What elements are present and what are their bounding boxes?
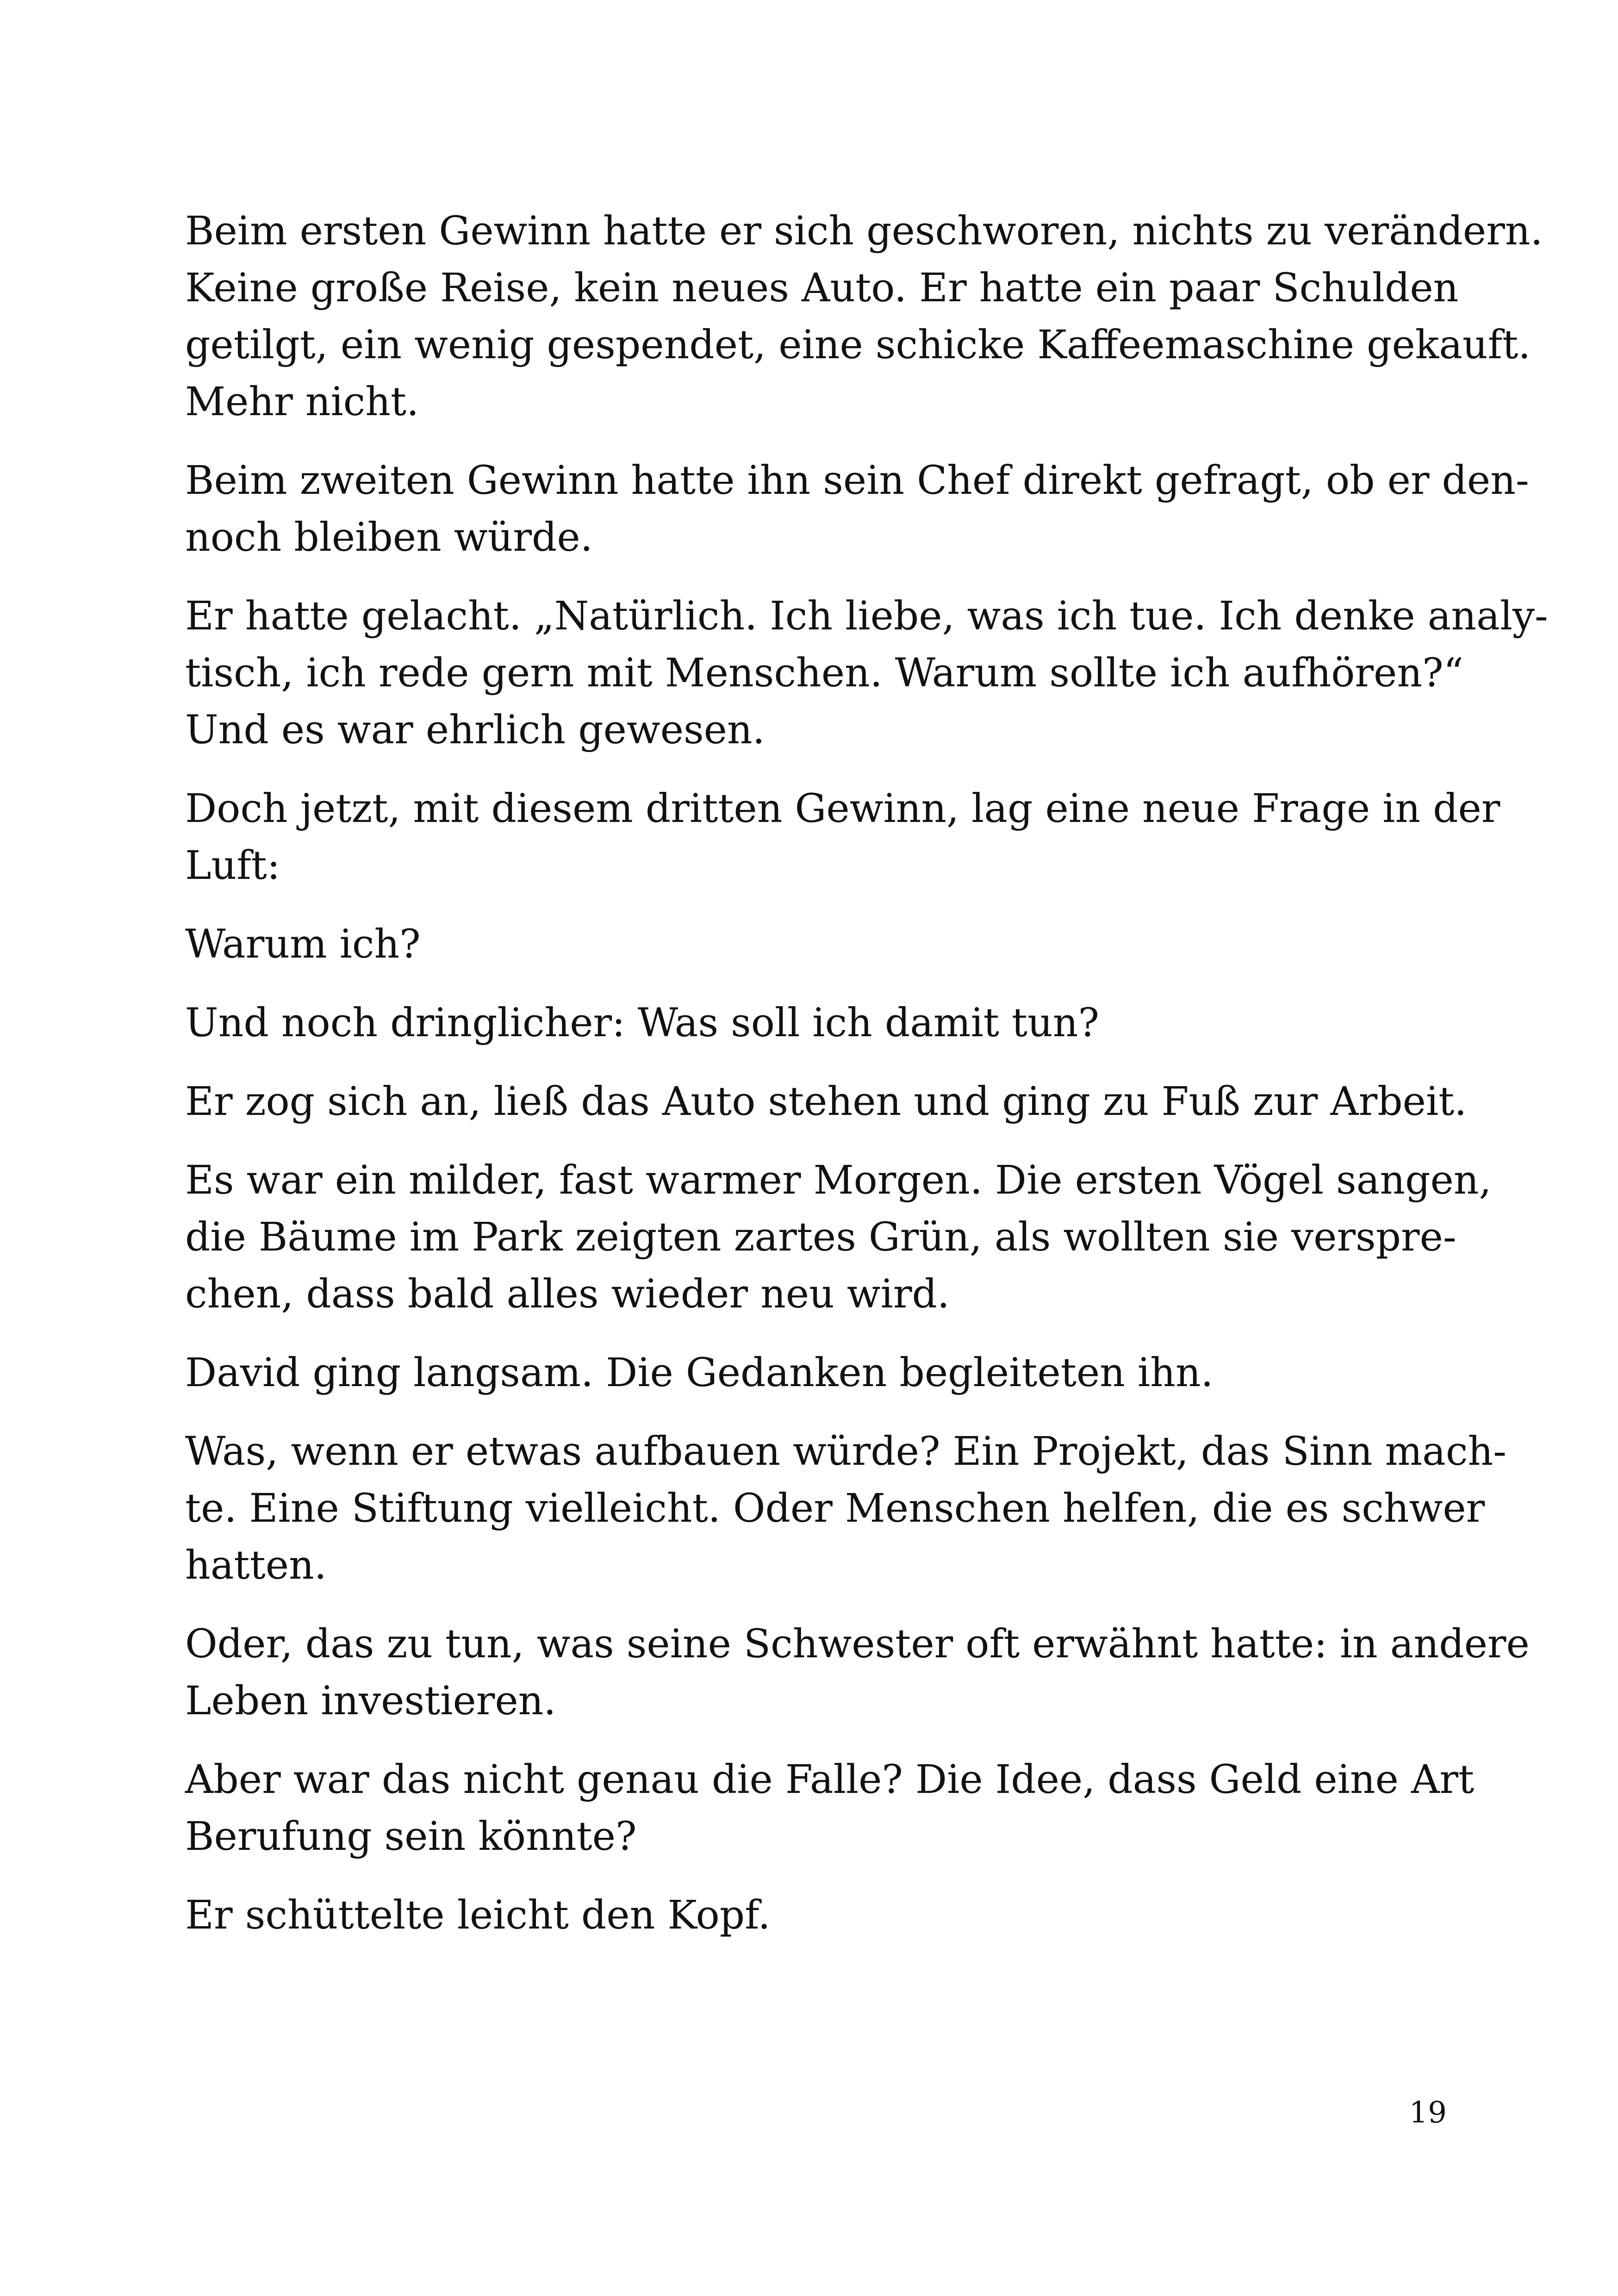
text-line: Oder, das zu tun, was seine Schwester oft erwähnt hatte: in andere <box>185 1621 1530 1667</box>
text-line: hatten. <box>185 1543 327 1588</box>
paragraph <box>185 1152 1492 1323</box>
text-line: Er hatte gelacht. „Natürlich. Ich liebe, was ich tue. Ich denke analy- <box>185 593 1548 639</box>
paragraph <box>185 1073 1467 1130</box>
paragraph <box>185 452 1529 566</box>
paragraph <box>185 588 1548 759</box>
text-line: Luft: <box>185 843 280 889</box>
text-line: Er schüttelte leicht den Kopf. <box>185 1892 771 1938</box>
paragraph <box>185 780 1500 894</box>
text-line: Er zog sich an, ließ das Auto stehen und ging zu Fuß zur Arbeit. <box>185 1079 1467 1125</box>
text-line: noch bleiben würde. <box>185 515 593 560</box>
paragraph <box>185 1887 1433 1944</box>
text-line: Und es war ehrlich gewesen. <box>185 707 765 753</box>
text-line: die Bäume im Park zeigten zartes Grün, als wollten sie verspre- <box>185 1214 1456 1260</box>
text-line: Berufung sein könnte? <box>185 1814 637 1860</box>
text-line: Beim ersten Gewinn hatte er sich geschworen, nichts zu verändern. <box>185 208 1543 254</box>
text-line: Beim zweiten Gewinn hatte ihn sein Chef direkt gefragt, ob er den- <box>185 458 1529 504</box>
paragraph <box>185 203 1543 430</box>
paragraph <box>185 1751 1475 1865</box>
text-line: Aber war das nicht genau die Falle? Die Idee, dass Geld eine Art <box>185 1757 1475 1803</box>
text-line: Doch jetzt, mit diesem dritten Gewinn, lag eine neue Frage in der <box>185 786 1500 832</box>
text-line: chen, dass bald alles wieder neu wird. <box>185 1271 950 1317</box>
text-line: Und noch dringlicher: Was soll ich damit tun? <box>185 1000 1100 1046</box>
text-line: tisch, ich rede gern mit Menschen. Warum sollte ich aufhören?“ <box>185 650 1464 696</box>
paragraph <box>185 1344 1433 1401</box>
text-line: Warum ich? <box>185 921 421 967</box>
page-number: 19 <box>1409 2096 1447 2130</box>
text-line: David ging langsam. Die Gedanken begleiteten ihn. <box>185 1350 1214 1396</box>
paragraph <box>185 1616 1530 1730</box>
paragraph <box>185 916 1433 973</box>
text-line: getilgt, ein wenig gespendet, eine schicke Kaffeemaschine gekauft. <box>185 322 1531 368</box>
text-line: te. Eine Stiftung vielleicht. Oder Menschen helfen, die es schwer <box>185 1486 1485 1531</box>
text-line: Es war ein milder, fast warmer Morgen. Die ersten Vögel sangen, <box>185 1157 1492 1203</box>
text-line: Was, wenn er etwas aufbauen würde? Ein Projekt, das Sinn mach- <box>185 1429 1506 1475</box>
text-line: Keine große Reise, kein neues Auto. Er hatte ein paar Schulden <box>185 265 1459 311</box>
paragraph <box>185 995 1433 1052</box>
text-line: Mehr nicht. <box>185 379 419 425</box>
body-text <box>185 203 1548 1966</box>
text-line: Leben investieren. <box>185 1678 556 1724</box>
paragraph <box>185 1423 1506 1594</box>
